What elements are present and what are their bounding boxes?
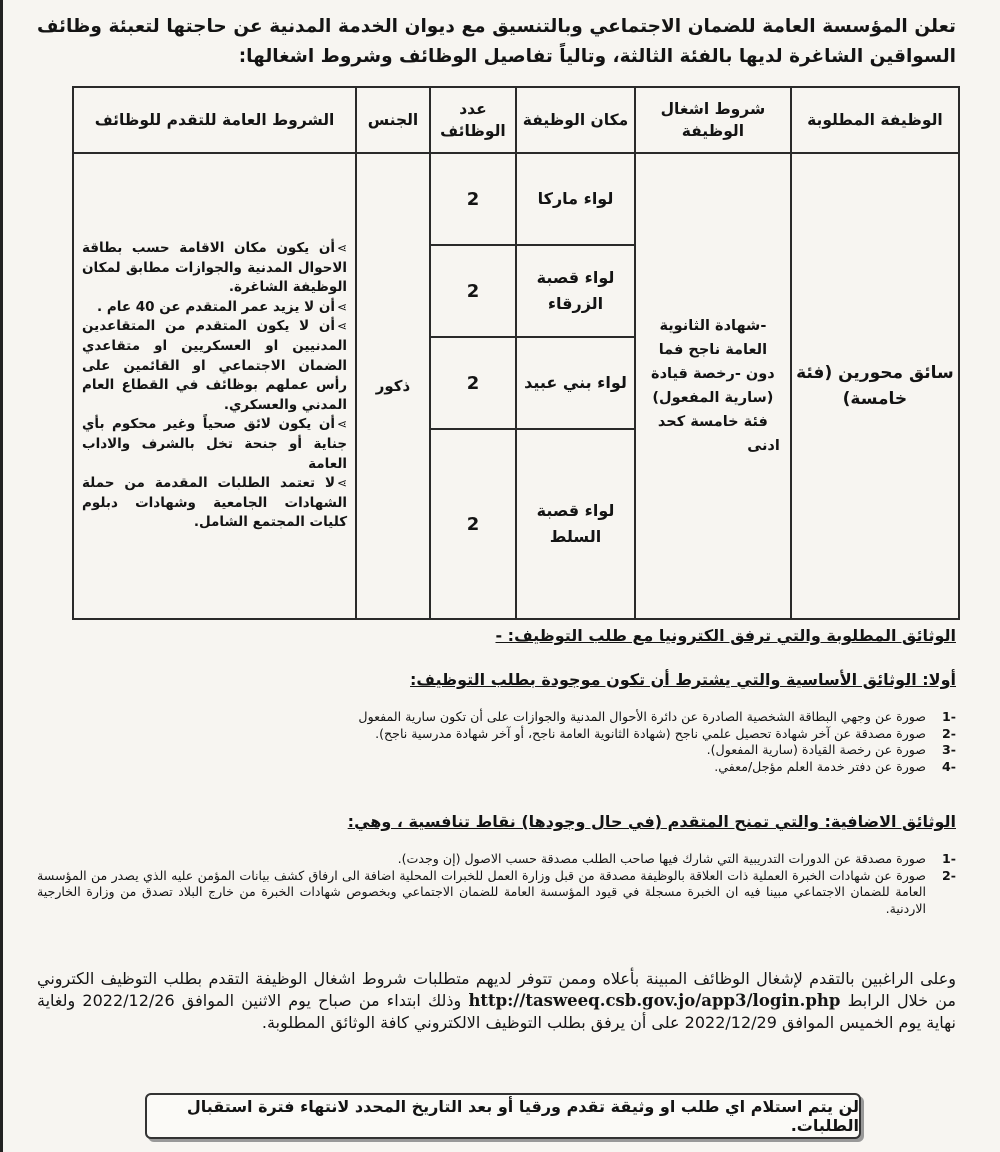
general-conditions-cell — [73, 153, 356, 619]
job-title-cell: سائق محورين (فئة خامسة) — [791, 153, 959, 619]
intro-paragraph: تعلن المؤسسة العامة للضمان الاجتماعي وبالتنسيق مع ديوان الخدمة المدنية عن حاجتها لتعبئة وظائف السواقين الشاغرة لديها بالفئة الثالثة، وتالياً تفاصيل الوظائف وشروط اشغالها: — [37, 16, 956, 67]
additional-documents-heading: الوثائق الاضافية: والتي تمنح المتقدم (في حال وجودها) نقاط تنافسية ، وهي: — [347, 812, 956, 831]
general-condition-item: ⋗أن لا يزيد عمر المتقدم عن 40 عام . — [97, 298, 348, 315]
table-header-row — [73, 87, 959, 153]
list-item: -4 صورة عن دفتر خدمة العلم مؤجل/معفي. — [714, 758, 956, 774]
header-location: مكان الوظيفة — [516, 87, 635, 153]
list-item: -3 صورة عن رخصة القيادة (سارية المفعول). — [706, 742, 956, 757]
location-cell: لواء قصبة السلط — [516, 429, 635, 619]
general-condition-item: ⋗لا تعتمد الطلبات المقدمة من حملة الشهادات الجامعية وشهادات دبلوم كليات المجتمع الشامل. — [82, 475, 348, 531]
location-cell: لواء بني عبيد — [516, 337, 635, 429]
general-condition-item: ⋗أن يكون لائق صحياً وغير محكوم بأي جناية أو جنحة تخل بالشرف والاداب العامة — [82, 416, 348, 472]
closing-section — [37, 968, 956, 1034]
count-cell: 2 — [430, 153, 516, 245]
application-link[interactable]: http://tasweeq.csb.gov.jo/app3/login.php — [468, 991, 841, 1010]
basic-documents-section — [37, 670, 956, 775]
check-arrow-icon: ⋗ — [337, 417, 348, 432]
deadline-notice-box: لن يتم استلام اي طلب او وثيقة تقدم ورقيا أو بعد التاريخ المحدد لانتهاء فترة استقبال الطلبات. — [145, 1093, 861, 1139]
check-arrow-icon: ⋗ — [337, 299, 348, 314]
check-arrow-icon: ⋗ — [337, 319, 348, 334]
table-row — [73, 153, 959, 245]
list-item: -1 صورة عن وجهي البطاقة الشخصية الصادرة عن دائرة الأحوال المدنية والجوازات على أن تكون سارية المفعول — [358, 709, 956, 724]
header-count: عدد الوظائف — [430, 87, 516, 153]
count-cell: 2 — [430, 429, 516, 619]
header-gender: الجنس — [356, 87, 430, 153]
gender-cell: ذكور — [356, 153, 430, 619]
additional-documents-section — [37, 812, 956, 917]
jobs-table — [72, 86, 960, 620]
list-item: -1 صورة مصدقة عن الدورات التدريبية التي شارك فيها صاحب الطلب مصدقة حسب الاصول (إن وجدت). — [397, 851, 956, 866]
general-condition-item: ⋗أن يكون مكان الاقامة حسب بطاقة الاحوال المدنية والجوازات مطابق لمكان الوظيفة الشاغرة. — [82, 240, 348, 296]
list-item: -2 صورة مصدقة عن آخر شهادة تحصيل علمي ناجح (شهادة الثانوية العامة ناجح، أو آخر شهادة مدرسية ناجح). — [375, 725, 956, 741]
additional-documents-list — [37, 851, 956, 917]
check-arrow-icon: ⋗ — [337, 241, 348, 256]
documents-heading: الوثائق المطلوبة والتي ترفق الكترونيا مع طلب التوظيف: - — [495, 626, 956, 645]
header-job-conditions: شروط اشغال الوظيفة — [635, 87, 791, 153]
general-condition-item: ⋗أن لا يكون المتقدم من المتقاعدين المدنيين او العسكريين او متقاعدي الضمان الاجتماعي او القائمين على رأس عملهم بوظائف في القطاع العام المدني والعسكري. — [82, 318, 348, 413]
closing-paragraph: وعلى الراغبين بالتقدم لإشغال الوظائف المبينة بأعلاه وممن تتوفر لديهم متطلبات شروط اشغال الوظيفة التقدم بطلب التوظيف الكتروني من خلال الرابط http://tasweeq.csb.gov.jo/app3/login.php وذلك ابتداء من صباح يوم الاثنين الموافق 2022/12/26 ولغاية نهاية يوم الخميس الموافق 2022/12/29 على أن يرفق بطلب التوظيف الالكتروني كافة الوثائق المطلوبة. — [37, 969, 956, 1032]
count-cell: 2 — [430, 337, 516, 429]
basic-documents-heading: أولا: الوثائق الأساسية والتي يشترط أن تكون موجودة بطلب التوظيف: — [410, 670, 956, 689]
basic-documents-list — [37, 709, 956, 775]
list-item: -2 صورة عن شهادات الخبرة العملية ذات العلاقة بالوظيفة مصدقة من قبل وزارة العمل للخبرات المحلية اضافة الى ارفاق كشف بيانات المؤمن عليه الذي يصدر من المؤسسة العامة للضمان الاجتماعي مبينا فيه ان الخبرة مسجلة في قيود المؤسسة العامة للضمان الاجتماعي وبخصوص شهادات الخبرة من خارج البلاد تصدق من وزارة الخارجية الاردنية. — [37, 867, 956, 916]
documents-heading-block — [37, 626, 956, 645]
location-cell: لواء ماركا — [516, 153, 635, 245]
count-cell: 2 — [430, 245, 516, 337]
header-general-conditions: الشروط العامة للتقدم للوظائف — [73, 87, 356, 153]
check-arrow-icon: ⋗ — [337, 476, 348, 491]
location-cell: لواء قصبة الزرقاء — [516, 245, 635, 337]
job-conditions-cell: -شهادة الثانوية العامة ناجح فما دون -رخصة قيادة (سارية المفعول) فئة خامسة كحد ادنى — [635, 153, 791, 619]
header-job-title: الوظيفة المطلوبة — [791, 87, 959, 153]
